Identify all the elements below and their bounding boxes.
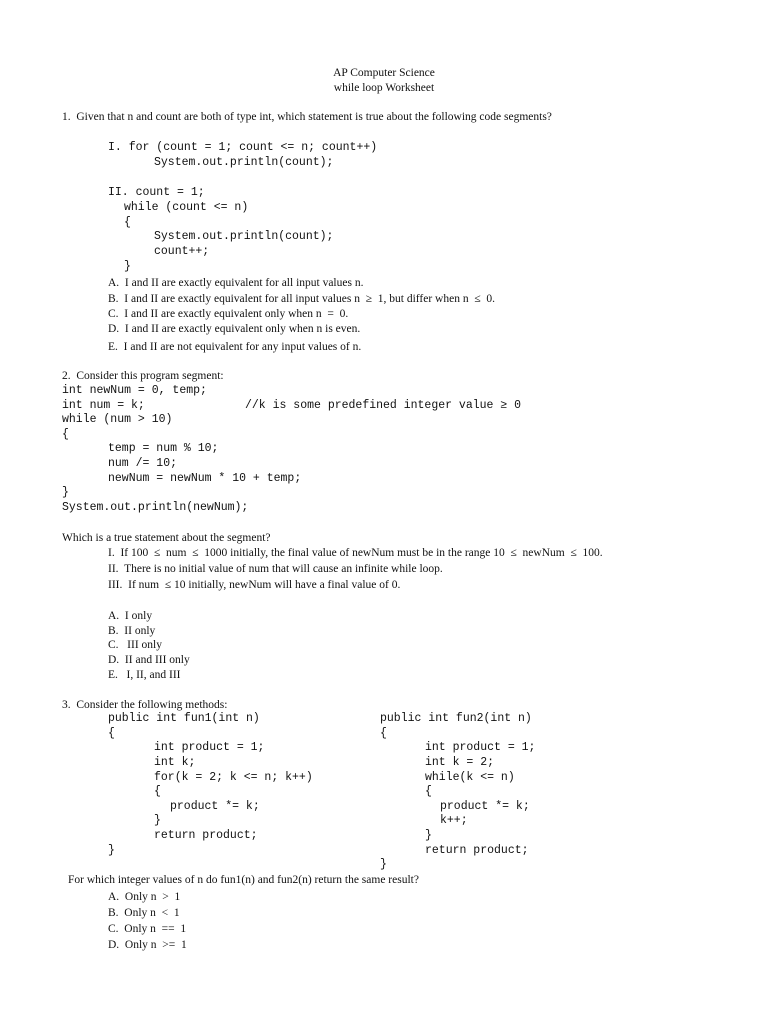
q3-stem: 3. Consider the following methods: <box>62 699 228 711</box>
q3-fun2-line: int k = 2; <box>425 756 495 769</box>
q2-code-line: while (num > 10) <box>62 413 173 426</box>
q2-choice-a: A. I only <box>108 610 153 622</box>
q3-fun2-line: return product; <box>425 844 529 857</box>
q3-fun2-line: int product = 1; <box>425 741 536 754</box>
q3-fun1-line: } <box>108 844 115 857</box>
q2-statement-ii: II. There is no initial value of num that will cause an infinite while loop. <box>108 563 443 575</box>
q2-stem: 2. Consider this program segment: <box>62 370 224 382</box>
q1-choice-d: D. I and II are exactly equivalent only when n is even. <box>108 323 361 335</box>
q3-fun1-line: int product = 1; <box>154 741 265 754</box>
q1-segment2-line3: { <box>124 216 131 229</box>
q3-fun2-line: product *= k; <box>440 800 530 813</box>
q2-code-line: System.out.println(newNum); <box>62 501 249 514</box>
q3-choice-c: C. Only n == 1 <box>108 923 187 935</box>
q1-stem: 1. Given that n and count are both of type int, which statement is true about the following code segments? <box>62 111 552 123</box>
q2-code-line: { <box>62 428 69 441</box>
q2-code-line: int num = k; <box>62 399 145 412</box>
q1-choice-c: C. I and II are exactly equivalent only when n = 0. <box>108 308 349 320</box>
q3-fun2-line: } <box>425 829 432 842</box>
q3-fun2-line: public int fun2(int n) <box>380 712 532 725</box>
q2-code-line: newNum = newNum * 10 + temp; <box>108 472 302 485</box>
q2-question: Which is a true statement about the segment? <box>62 532 271 544</box>
q2-statement-iii: III. If num ≤ 10 initially, newNum will have a final value of 0. <box>108 579 401 591</box>
q1-segment2-line2: while (count <= n) <box>124 201 249 214</box>
q2-choice-b: B. II only <box>108 625 156 637</box>
q3-fun2-line: { <box>425 785 432 798</box>
q3-fun1-line: return product; <box>154 829 258 842</box>
q1-segment2-line5: count++; <box>154 245 210 258</box>
q1-segment2-line1: II. count = 1; <box>108 186 205 199</box>
q3-fun1-line: { <box>154 785 161 798</box>
q3-choice-a: A. Only n > 1 <box>108 891 181 903</box>
q2-code-line: temp = num % 10; <box>108 442 219 455</box>
q1-segment2-line6: } <box>124 260 131 273</box>
q1-segment2-line4: System.out.println(count); <box>154 230 334 243</box>
q2-choice-d: D. II and III only <box>108 654 190 666</box>
q3-fun1-line: for(k = 2; k <= n; k++) <box>154 771 313 784</box>
q1-choice-b: B. I and II are exactly equivalent for all input values n ≥ 1, but differ when n ≤ 0. <box>108 293 496 305</box>
q2-choice-c: C. III only <box>108 639 162 651</box>
q3-fun1-line: product *= k; <box>170 800 260 813</box>
q3-question: For which integer values of n do fun1(n) and fun2(n) return the same result? <box>68 874 419 886</box>
q1-segment1-line2: System.out.println(count); <box>154 156 334 169</box>
q3-fun1-line: int k; <box>154 756 196 769</box>
q1-choice-e: E. I and II are not equivalent for any input values of n. <box>108 341 362 353</box>
q3-fun2-line: while(k <= n) <box>425 771 515 784</box>
q2-code-comment: //k is some predefined integer value ≥ 0 <box>245 399 522 412</box>
q2-statement-i: I. If 100 ≤ num ≤ 1000 initially, the final value of newNum must be in the range 10 ≤ newNum ≤ 100. <box>108 547 603 559</box>
q3-fun2-line: { <box>380 727 387 740</box>
q3-fun1-line: public int fun1(int n) <box>108 712 260 725</box>
worksheet-subtitle: while loop Worksheet <box>333 82 435 94</box>
q3-choice-d: D. Only n >= 1 <box>108 939 187 951</box>
q2-choice-e: E. I, II, and III <box>108 669 181 681</box>
q3-fun1-line: } <box>154 814 161 827</box>
q1-segment1-line1: I. for (count = 1; count <= n; count++) <box>108 141 378 154</box>
q2-code-line: num /= 10; <box>108 457 178 470</box>
q1-choice-a: A. I and II are exactly equivalent for all input values n. <box>108 277 364 289</box>
q3-fun1-line: { <box>108 727 115 740</box>
q3-fun2-line: k++; <box>440 814 468 827</box>
q2-code-line: int newNum = 0, temp; <box>62 384 207 397</box>
q3-choice-b: B. Only n < 1 <box>108 907 180 919</box>
q2-code-line: } <box>62 486 69 499</box>
q3-fun2-line: } <box>380 858 387 871</box>
worksheet-title: AP Computer Science <box>333 67 435 79</box>
